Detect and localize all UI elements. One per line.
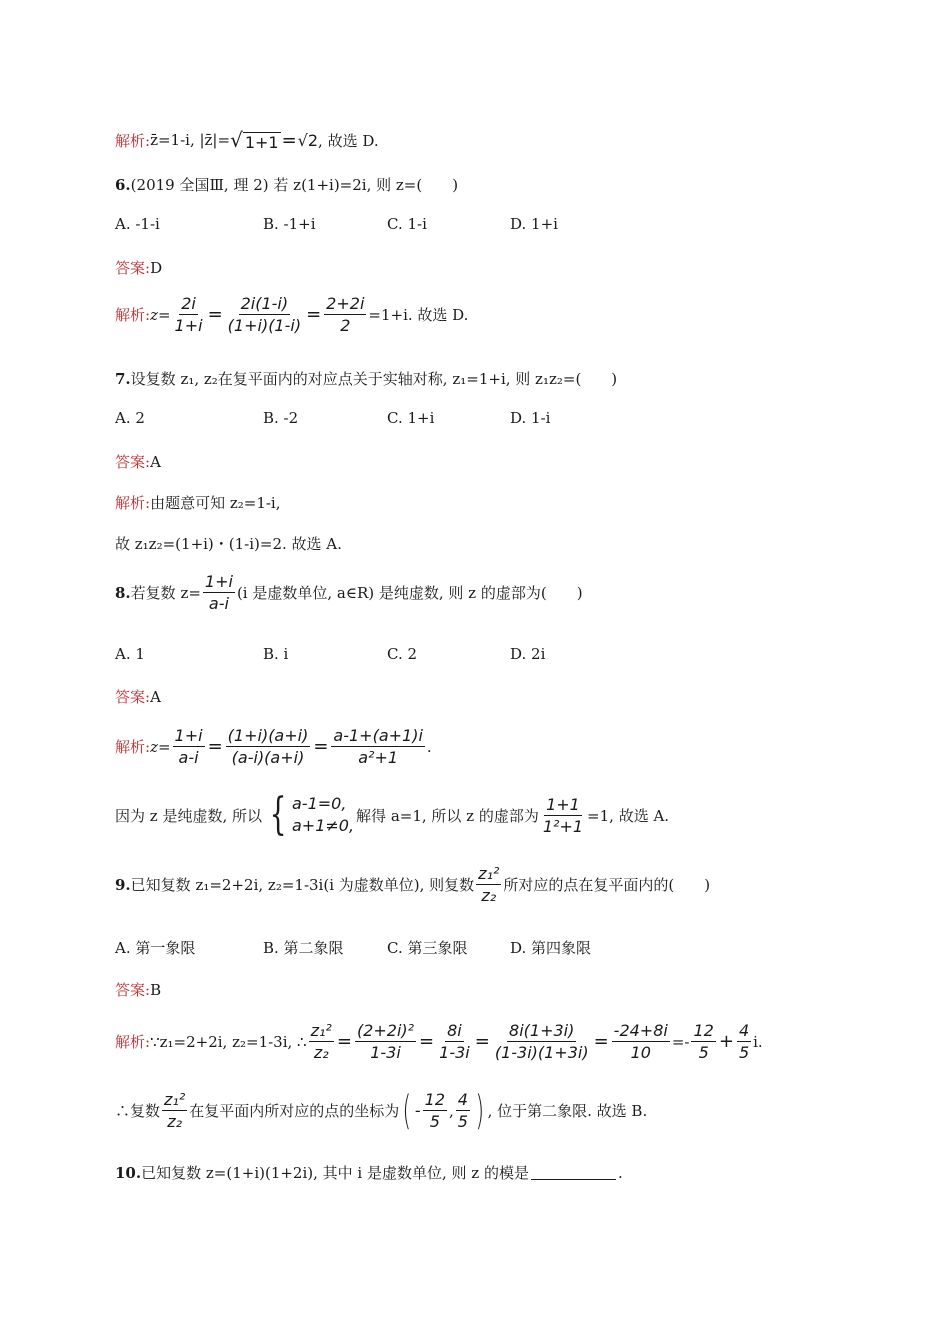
radical-result: √2 [297, 130, 319, 150]
q9-answer [115, 979, 161, 1000]
right-paren-icon: ) [475, 1087, 485, 1134]
denominator: 10 [630, 1043, 651, 1062]
solution-label: 解析: [115, 306, 151, 324]
equals-minus: =- [671, 1032, 690, 1051]
numerator: 2i [181, 294, 196, 313]
q10-stem [115, 1162, 623, 1183]
denominator: (1+i)(1-i) [227, 316, 302, 335]
equation-system [264, 789, 355, 840]
numerator: 8i(1+3i) [509, 1021, 575, 1040]
radical-expression [230, 128, 281, 152]
fraction [324, 294, 366, 335]
solution-end: . [426, 737, 432, 756]
numerator: 12 [424, 1090, 446, 1109]
radical-sign-icon: √ [230, 128, 243, 152]
numerator: z₁² [478, 864, 500, 883]
answer-value: A [150, 452, 161, 471]
solution-text: 解得 a=1, 所以 z 的虚部为 [356, 806, 539, 825]
fraction [691, 1021, 715, 1062]
answer-blank[interactable] [531, 1165, 616, 1180]
answer-value: B [150, 980, 162, 999]
question-number: 10. [115, 1163, 142, 1182]
fraction [162, 1090, 187, 1131]
solution-text: 故 z₁z₂=(1+i)・(1-i)=2. 故选 A. [115, 535, 342, 553]
q8-option-d: D. 2i [510, 645, 546, 663]
denominator: a-i [178, 748, 199, 767]
fraction [541, 795, 585, 836]
fraction [173, 294, 205, 335]
q9-option-a: A. 第一象限 [115, 939, 196, 957]
question-text: (i 是虚数单位, a∈R) 是纯虚数, 则 z 的虚部为( ) [236, 584, 583, 602]
fraction [737, 1021, 751, 1062]
solution-text: 因为 z 是纯虚数, 所以 [115, 806, 262, 825]
numerator: z₁² [310, 1021, 332, 1040]
denominator: z₂ [481, 886, 497, 905]
q6-option-a: A. -1-i [115, 215, 160, 233]
q9-stem [115, 864, 710, 905]
solution-label: 解析: [115, 1033, 151, 1051]
solution-label: 解析: [115, 494, 151, 512]
answer-label: 答案: [115, 453, 151, 471]
q6-answer [115, 257, 162, 278]
q7-option-b: B. -2 [263, 409, 299, 427]
numerator: 4 [457, 1090, 468, 1109]
denominator: z₂ [167, 1112, 183, 1131]
numerator: 1+i [204, 572, 233, 591]
fraction [423, 1090, 447, 1131]
solution-tail: , 位于第二象限. 故选 B. [487, 1102, 648, 1120]
fraction [355, 1021, 416, 1062]
solution-prefix: z= [150, 737, 171, 756]
question-number: 6. [115, 175, 131, 194]
q8-solution-line-2 [115, 789, 670, 840]
plus-sign: + [718, 1031, 734, 1052]
equals-sign: = [593, 1031, 609, 1052]
fraction [476, 864, 501, 905]
system-row: a+1≠0, [291, 816, 355, 835]
equals-sign: = [207, 736, 223, 757]
comma: , [449, 1101, 454, 1120]
question-text: 设复数 z₁, z₂在复平面内的对应点关于实轴对称, z₁=1+i, 则 z₁z₂=( ) [130, 370, 618, 388]
denominator: (1-3i)(1+3i) [494, 1043, 589, 1062]
denominator: (a-i)(a+i) [231, 748, 305, 767]
denominator: 5 [738, 1043, 750, 1062]
q9-solution-line-2 [115, 1087, 648, 1134]
solution-prefix: z= [150, 305, 171, 324]
answer-value: A [150, 687, 161, 706]
numerator: 8i [447, 1021, 462, 1040]
solution-label: 解析: [115, 738, 151, 756]
q7-option-c: C. 1+i [387, 409, 435, 427]
q5-solution [115, 128, 379, 152]
question-number: 7. [115, 369, 131, 388]
fraction [226, 726, 311, 767]
equals-sign: = [419, 1031, 435, 1052]
fraction [309, 1021, 334, 1062]
solution-prefix: ∵z₁=2+2i, z₂=1-3i, ∴ [150, 1032, 307, 1051]
question-text: 所对应的点在复平面内的( ) [503, 876, 711, 894]
equals-sign: = [207, 304, 223, 325]
fraction [331, 726, 424, 767]
equals-sign: = [336, 1031, 352, 1052]
solution-text: 在复平面内所对应的点的坐标为 [189, 1102, 400, 1120]
numerator: (1+i)(a+i) [227, 726, 309, 745]
q9-option-c: C. 第三象限 [387, 939, 468, 957]
denominator: 5 [429, 1112, 440, 1131]
solution-text: z̄=1-i, |z̄|= [150, 131, 231, 149]
q7-solution-line-1 [115, 492, 281, 513]
q9-solution-line-1 [115, 1021, 763, 1062]
numerator: 2+2i [326, 294, 365, 313]
fraction [226, 294, 303, 335]
solution-tail: =1, 故选 A. [587, 806, 670, 825]
answer-label: 答案: [115, 259, 151, 277]
q9-option-d: D. 第四象限 [510, 939, 592, 957]
question-text: 已知复数 z₁=2+2i, z₂=1-3i(i 为虚数单位), 则复数 [130, 876, 475, 894]
question-text: 若复数 z= [130, 584, 201, 602]
numerator: z₁² [164, 1090, 186, 1109]
q6-solution [115, 294, 468, 335]
fraction [173, 726, 205, 767]
answer-label: 答案: [115, 981, 151, 999]
q7-answer [115, 451, 161, 472]
numerator: 1+1 [546, 794, 580, 814]
solution-tail: , 故选 D. [318, 131, 379, 150]
numerator: (2+2i)² [356, 1021, 415, 1040]
q8-option-a: A. 1 [115, 645, 145, 663]
denominator: 5 [457, 1112, 468, 1131]
equals-sign: = [474, 1031, 490, 1052]
q9-option-b: B. 第二象限 [263, 939, 344, 957]
q8-option-c: C. 2 [387, 645, 418, 663]
fraction [612, 1021, 670, 1062]
q6-option-c: C. 1-i [387, 215, 427, 233]
numerator: 12 [693, 1021, 714, 1040]
solution-tail: =1+i. 故选 D. [368, 306, 469, 324]
question-text: (2019 全国Ⅲ, 理 2) 若 z(1+i)=2i, 则 z=( ) [130, 176, 459, 194]
denominator: 2 [340, 316, 351, 335]
numerator: 4 [738, 1021, 750, 1040]
denominator: 1-3i [439, 1043, 470, 1062]
equals-sign: = [313, 736, 329, 757]
q7-option-a: A. 2 [115, 409, 145, 427]
system-row: a-1=0, [291, 794, 347, 813]
question-number: 8. [115, 583, 131, 602]
numerator: a-1+(a+1)i [333, 726, 423, 745]
q7-option-d: D. 1-i [510, 409, 551, 427]
numerator: 2i(1-i) [240, 294, 289, 313]
q8-answer [115, 686, 161, 707]
question-number: 9. [115, 875, 131, 894]
q7-solution-line-2 [115, 533, 342, 554]
left-brace-icon: { [269, 789, 287, 840]
solution-end: i. [753, 1032, 763, 1051]
q7-stem [115, 368, 617, 389]
equals-sign: = [306, 304, 322, 325]
fraction [203, 572, 235, 613]
q6-option-b: B. -1+i [263, 215, 316, 233]
denominator: z₂ [313, 1043, 329, 1062]
denominator: 1+i [174, 316, 203, 335]
solution-label: 解析: [115, 131, 151, 150]
numerator: -24+8i [613, 1021, 668, 1040]
denominator: a-i [208, 594, 229, 613]
q8-solution-line-1 [115, 726, 432, 767]
equals-sign: = [281, 129, 297, 151]
q6-option-d: D. 1+i [510, 215, 558, 233]
system-rows [292, 793, 354, 837]
fraction [493, 1021, 591, 1062]
coord-sign: - [414, 1101, 421, 1120]
question-tail: . [617, 1163, 623, 1182]
q8-stem [115, 572, 583, 613]
radicand: 1+1 [244, 133, 279, 152]
denominator: a²+1 [358, 748, 399, 767]
denominator: 1-3i [370, 1043, 401, 1062]
denominator: 5 [698, 1043, 709, 1062]
q8-option-b: B. i [263, 645, 289, 663]
fraction [437, 1021, 472, 1062]
q6-stem [115, 174, 458, 195]
left-paren-icon: ( [402, 1087, 412, 1134]
fraction [456, 1090, 470, 1131]
answer-value: D [150, 258, 163, 277]
question-text: 已知复数 z=(1+i)(1+2i), 其中 i 是虚数单位, 则 z 的模是 [141, 1164, 529, 1182]
solution-text: ∴复数 [115, 1102, 161, 1120]
solution-text: 由题意可知 z₂=1-i, [150, 494, 281, 512]
denominator: 1²+1 [542, 816, 584, 836]
answer-label: 答案: [115, 688, 151, 706]
numerator: 1+i [174, 726, 203, 745]
